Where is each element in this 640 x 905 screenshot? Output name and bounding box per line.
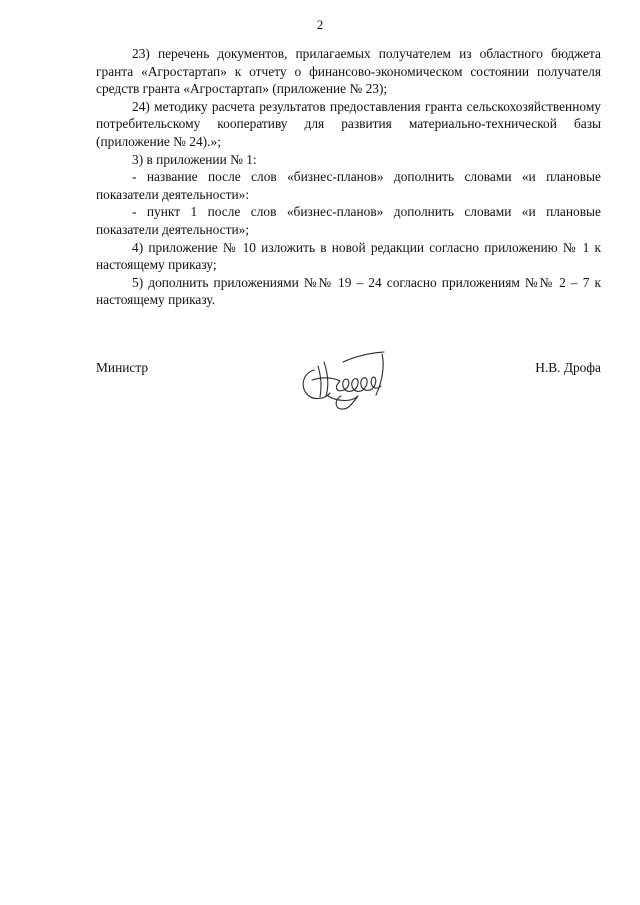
paragraph-point-1-amendment: - пункт 1 после слов «бизнес-планов» дополнить словами «и плановые показатели деятельности»; — [96, 204, 601, 237]
signatory-name: Н.В. Дрофа — [535, 360, 601, 375]
paragraph-title-amendment: - название после слов «бизнес-планов» дополнить словами «и плановые показатели деятельности»: — [96, 169, 601, 202]
signature-block — [96, 340, 601, 420]
paragraph-point-3: 3) в приложении № 1: — [132, 151, 257, 167]
paragraph-point-5: 5) дополнить приложениями №№ 19 – 24 согласно приложениям №№ 2 – 7 к настоящему приказу. — [96, 274, 601, 308]
paragraph-item-24: 24) методику расчета результатов предоставления гранта сельскохозяйственному потребительскому кооперативу для развития материально-технической базы (приложение № 24).»; — [96, 98, 601, 149]
page-number: 2 — [316, 17, 324, 32]
document-body — [96, 45, 601, 309]
handwritten-signature — [294, 340, 390, 410]
paragraph-point-4: 4) приложение № 10 изложить в новой редакции согласно приложению № 1 к настоящему приказу; — [96, 239, 601, 273]
signatory-role: Министр — [96, 360, 149, 375]
paragraph-item-23: 23) перечень документов, прилагаемых получателем из областного бюджета гранта «Агростартап» к отчету о финансово-экономическом состоянии получателя средств гранта «Агростартап» (приложение № 23); — [96, 46, 601, 97]
